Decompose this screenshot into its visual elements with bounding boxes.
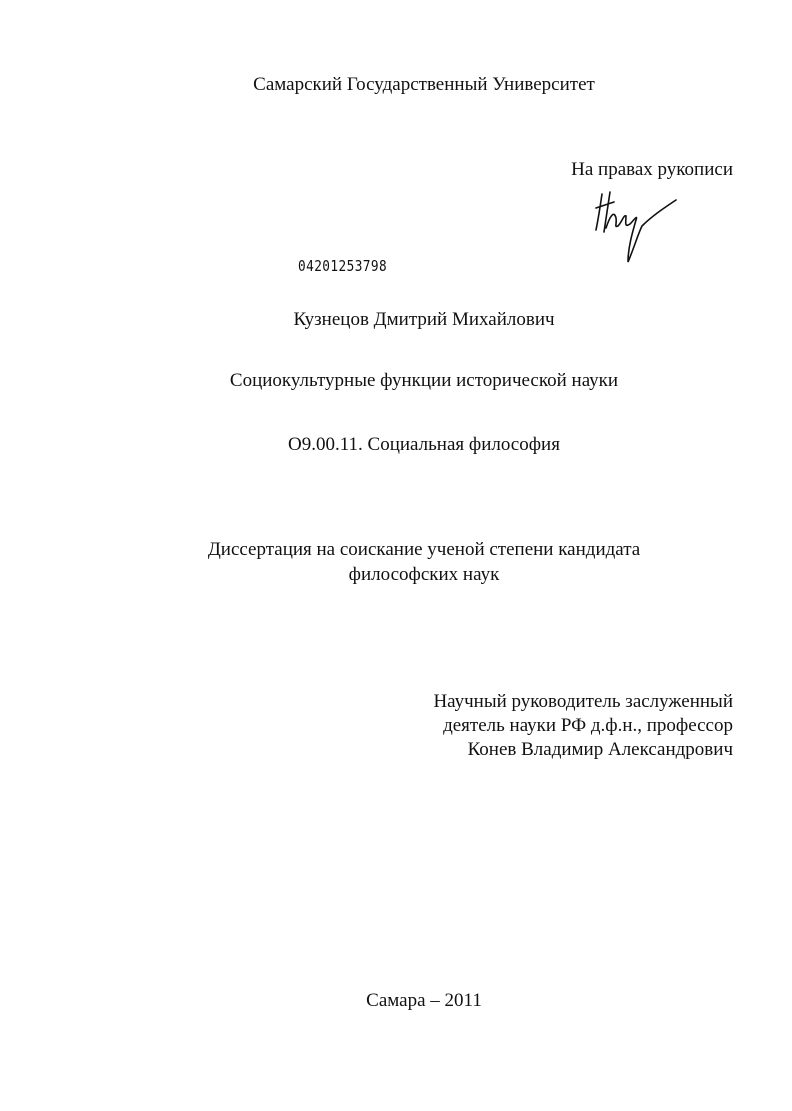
manuscript-note: На правах рукописи: [571, 159, 733, 180]
dissertation-title: Социокультурные функции исторической науки: [229, 370, 619, 391]
specialty: О9.00.11. Социальная философия: [288, 434, 560, 455]
degree-line-2: философских наук: [348, 564, 500, 585]
university-name: Самарский Государственный Университет: [253, 74, 595, 95]
degree-line-1: Диссертация на соискание ученой степени кандидата: [207, 539, 641, 560]
signature: [588, 188, 684, 266]
document-number: 04201253798: [298, 257, 388, 275]
advisor-line-3: Конев Владимир Александрович: [467, 739, 733, 760]
advisor-line-2: деятель науки РФ д.ф.н., профессор: [443, 715, 733, 736]
author-name: Кузнецов Дмитрий Михайлович: [293, 309, 555, 330]
city-year: Самара – 2011: [366, 990, 482, 1011]
advisor-line-1: Научный руководитель заслуженный: [433, 691, 733, 712]
